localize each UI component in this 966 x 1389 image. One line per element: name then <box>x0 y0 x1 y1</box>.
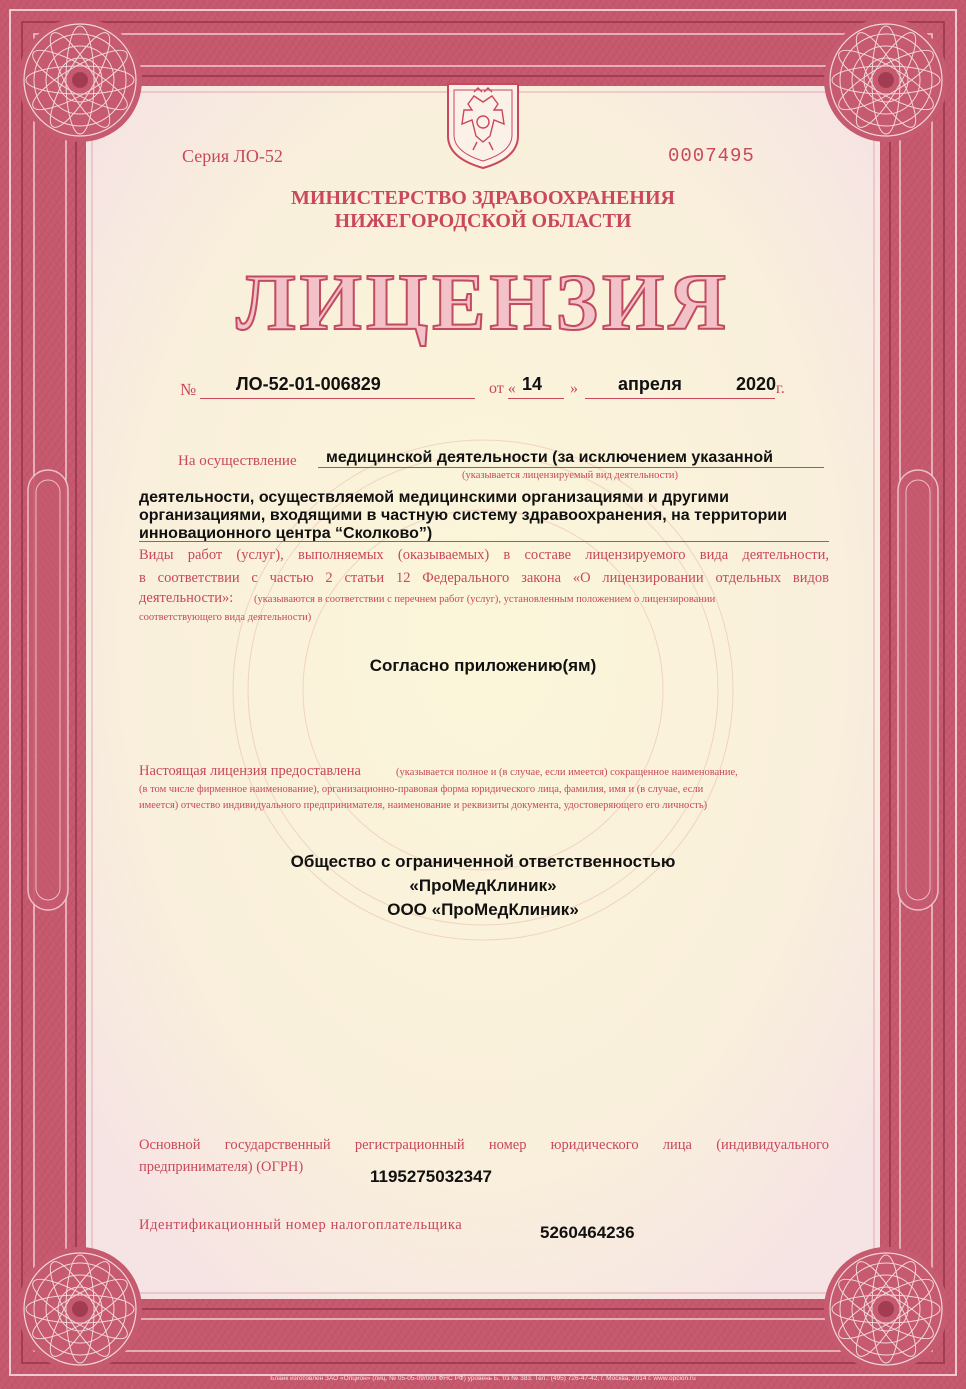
licensee-name-line-3: ООО «ПроМедКлиник» <box>387 900 579 919</box>
works-value: Согласно приложению(ям) <box>369 656 597 675</box>
printer-imprint: Бланк изготовлен ЗАО «Опцион» (лиц. № 05-05-09/003 ФНС РФ) уровень Б, т/з № 383. Тел.: (495) 726-47-42, г. Москва, 2014 г. www.opcion.ru <box>270 1375 696 1382</box>
number-sign: № <box>180 380 197 399</box>
activity-line-4: инновационного центра “Сколково”) <box>139 525 433 542</box>
works-line-2: в соответствии с частью 2 статьи 12 Федерального закона «О лицензировании отдельных видов <box>139 570 829 586</box>
ogrn-label-line-2: предпринимателя) (ОГРН) <box>139 1159 304 1175</box>
activity-continuation <box>139 489 839 543</box>
activity-label: На осуществление <box>178 453 297 469</box>
activity-line-3: организациями, входящими в частную систему здравоохранения, на территории <box>139 507 788 524</box>
series-label: Серия ЛО-52 <box>182 146 283 166</box>
date-quote-close: » <box>570 380 578 397</box>
document-title: ЛИЦЕНЗИЯ <box>236 259 730 347</box>
licensee-lead: Настоящая лицензия предоставлена <box>139 763 361 779</box>
licensee-name <box>0 850 966 922</box>
licensee-note-2: (в том числе фирменное наименование), организационно-правовая форма юридического лица, фамилия, имя и (в случае, если <box>139 784 704 795</box>
license-month: апреля <box>618 374 682 394</box>
issuing-authority <box>0 187 966 233</box>
year-suffix: г. <box>776 380 785 397</box>
works-line-1: Виды работ (услуг), выполняемых (оказываемых) в составе лицензируемого вида деятельности, <box>139 547 829 563</box>
coat-of-arms-emblem <box>444 80 522 170</box>
licensee-name-line-2: «ПроМедКлиник» <box>409 876 557 895</box>
activity-line-2: деятельности, осуществляемой медицинскими организациями и другими <box>139 489 729 506</box>
ministry-line-2: НИЖЕГОРОДСКОЙ ОБЛАСТИ <box>334 210 632 232</box>
serial-number: 0007495 <box>668 145 755 167</box>
date-from-label: от « <box>489 380 516 397</box>
works-line-3-lead: деятельности»: <box>139 590 234 606</box>
activity-caption: (указывается лицензируемый вид деятельности) <box>462 470 679 481</box>
works-paragraph <box>139 544 829 590</box>
license-number: ЛО-52-01-006829 <box>236 374 381 394</box>
licensee-note-3: имеется) отчество индивидуального предпринимателя, наименование и реквизиты документа, удостоверяющего его личность) <box>139 800 708 811</box>
activity-line-1: медицинской деятельности (за исключением указанной <box>326 449 773 466</box>
licensee-name-line-1: Общество с ограниченной ответственностью <box>290 852 676 871</box>
ministry-line-1: МИНИСТЕРСТВО ЗДРАВООХРАНЕНИЯ <box>291 187 675 209</box>
works-line-3-note: (указываются в соответствии с перечнем работ (услуг), установленным положением о лицензировании <box>254 594 716 605</box>
licensee-note-1: (указывается полное и (в случае, если имеется) сокращенное наименование, <box>396 767 738 778</box>
works-line-4-note: соответствующего вида деятельности) <box>139 612 312 623</box>
inn-label: Идентификационный номер налогоплательщика <box>139 1217 463 1233</box>
ogrn-label-line-1: Основной государственный регистрационный номер юридического лица (индивидуального <box>139 1137 829 1153</box>
ogrn-value: 1195275032347 <box>370 1167 492 1186</box>
license-year: 2020 <box>736 374 777 394</box>
inn-value: 5260464236 <box>540 1223 635 1242</box>
license-day: 14 <box>522 374 543 394</box>
